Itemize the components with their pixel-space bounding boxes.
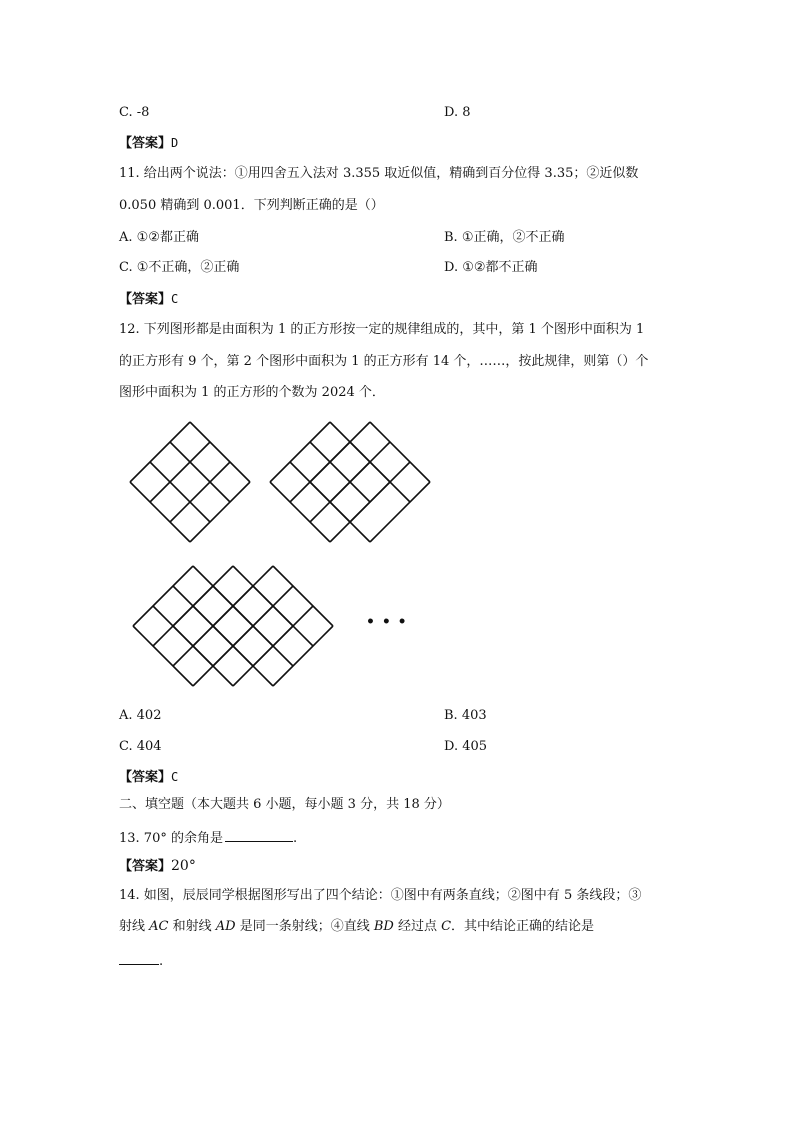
- answer-tag: 【答案】: [119, 136, 172, 151]
- answer-value: 20°: [171, 858, 196, 874]
- q14-text: 射线: [119, 919, 150, 934]
- q12-stem-line2: 的正方形有 9 个，第 2 个图形中面积为 1 的正方形有 14 个，……，按此规律，则第（）个: [119, 354, 649, 369]
- q14-suffix: .: [159, 954, 164, 969]
- q10-answer: [119, 134, 178, 153]
- q12-option-b: B. 403: [444, 708, 487, 723]
- answer-value: D: [171, 136, 179, 150]
- q12-option-c: C. 404: [119, 739, 162, 754]
- q11-option-c: C. ①不正确，②正确: [119, 260, 240, 275]
- point-c-label: C: [441, 919, 452, 934]
- figure-1-diamond-grid: [128, 420, 252, 544]
- ray-ac-label: AC: [149, 919, 169, 934]
- q11-stem-line1: 11. 给出两个说法：①用四舍五入法对 3.355 取近似值，精确到百分位得 3.35；②近似数: [119, 166, 639, 181]
- q11-option-a: A. ①②都正确: [119, 230, 199, 245]
- q14-stem-line2: [119, 918, 594, 936]
- q14-text: 是同一条射线；④直线: [235, 919, 374, 934]
- q13-answer-blank[interactable]: [225, 827, 293, 842]
- q12-stem-line3: 图形中面积为 1 的正方形的个数为 2024 个．: [119, 385, 385, 400]
- answer-tag: 【答案】: [119, 859, 172, 874]
- q14-text: ．其中结论正确的结论是: [451, 919, 595, 934]
- q14-text: 和射线: [168, 919, 216, 934]
- figure-2-diamond-grid: [268, 420, 432, 544]
- figure-ellipsis: • • •: [366, 614, 408, 630]
- ray-ad-label: AD: [215, 919, 236, 934]
- q10-option-c: C. -8: [119, 105, 150, 120]
- line-bd-label: BD: [373, 919, 394, 934]
- q12-answer: [119, 768, 178, 787]
- q13-prefix: 13. 70° 的余角是: [119, 831, 223, 846]
- q11-answer: [119, 290, 178, 309]
- figure-3-diamond-grid: [131, 564, 335, 688]
- q13-answer: [119, 857, 196, 876]
- answer-value: C: [171, 292, 179, 306]
- q13-suffix: .: [292, 831, 298, 846]
- q12-stem-line1: 12. 下列图形都是由面积为 1 的正方形按一定的规律组成的，其中，第 1 个图形中面积为 1: [119, 322, 645, 337]
- q11-option-b: B. ①正确，②不正确: [444, 230, 565, 245]
- q12-option-a: A. 402: [119, 708, 162, 723]
- q10-option-d: D. 8: [444, 105, 471, 120]
- q11-option-d: D. ①②都不正确: [444, 260, 538, 275]
- answer-value: C: [171, 770, 179, 784]
- q12-option-d: D. 405: [444, 739, 488, 754]
- q14-answer-blank[interactable]: [119, 950, 159, 965]
- q14-text: 经过点: [393, 919, 442, 934]
- answer-tag: 【答案】: [119, 292, 172, 307]
- answer-tag: 【答案】: [119, 770, 172, 785]
- section-2-heading: 二、填空题（本大题共 6 小题，每小题 3 分，共 18 分）: [119, 797, 450, 812]
- q13-stem: [119, 827, 297, 848]
- q11-stem-line2: 0.050 精确到 0.001．下列判断正确的是（）: [119, 198, 384, 213]
- q14-answer-line: [119, 950, 163, 971]
- q14-stem-line1: 14. 如图，辰辰同学根据图形写出了四个结论：①图中有两条直线；②图中有 5 条线段；③: [119, 888, 642, 903]
